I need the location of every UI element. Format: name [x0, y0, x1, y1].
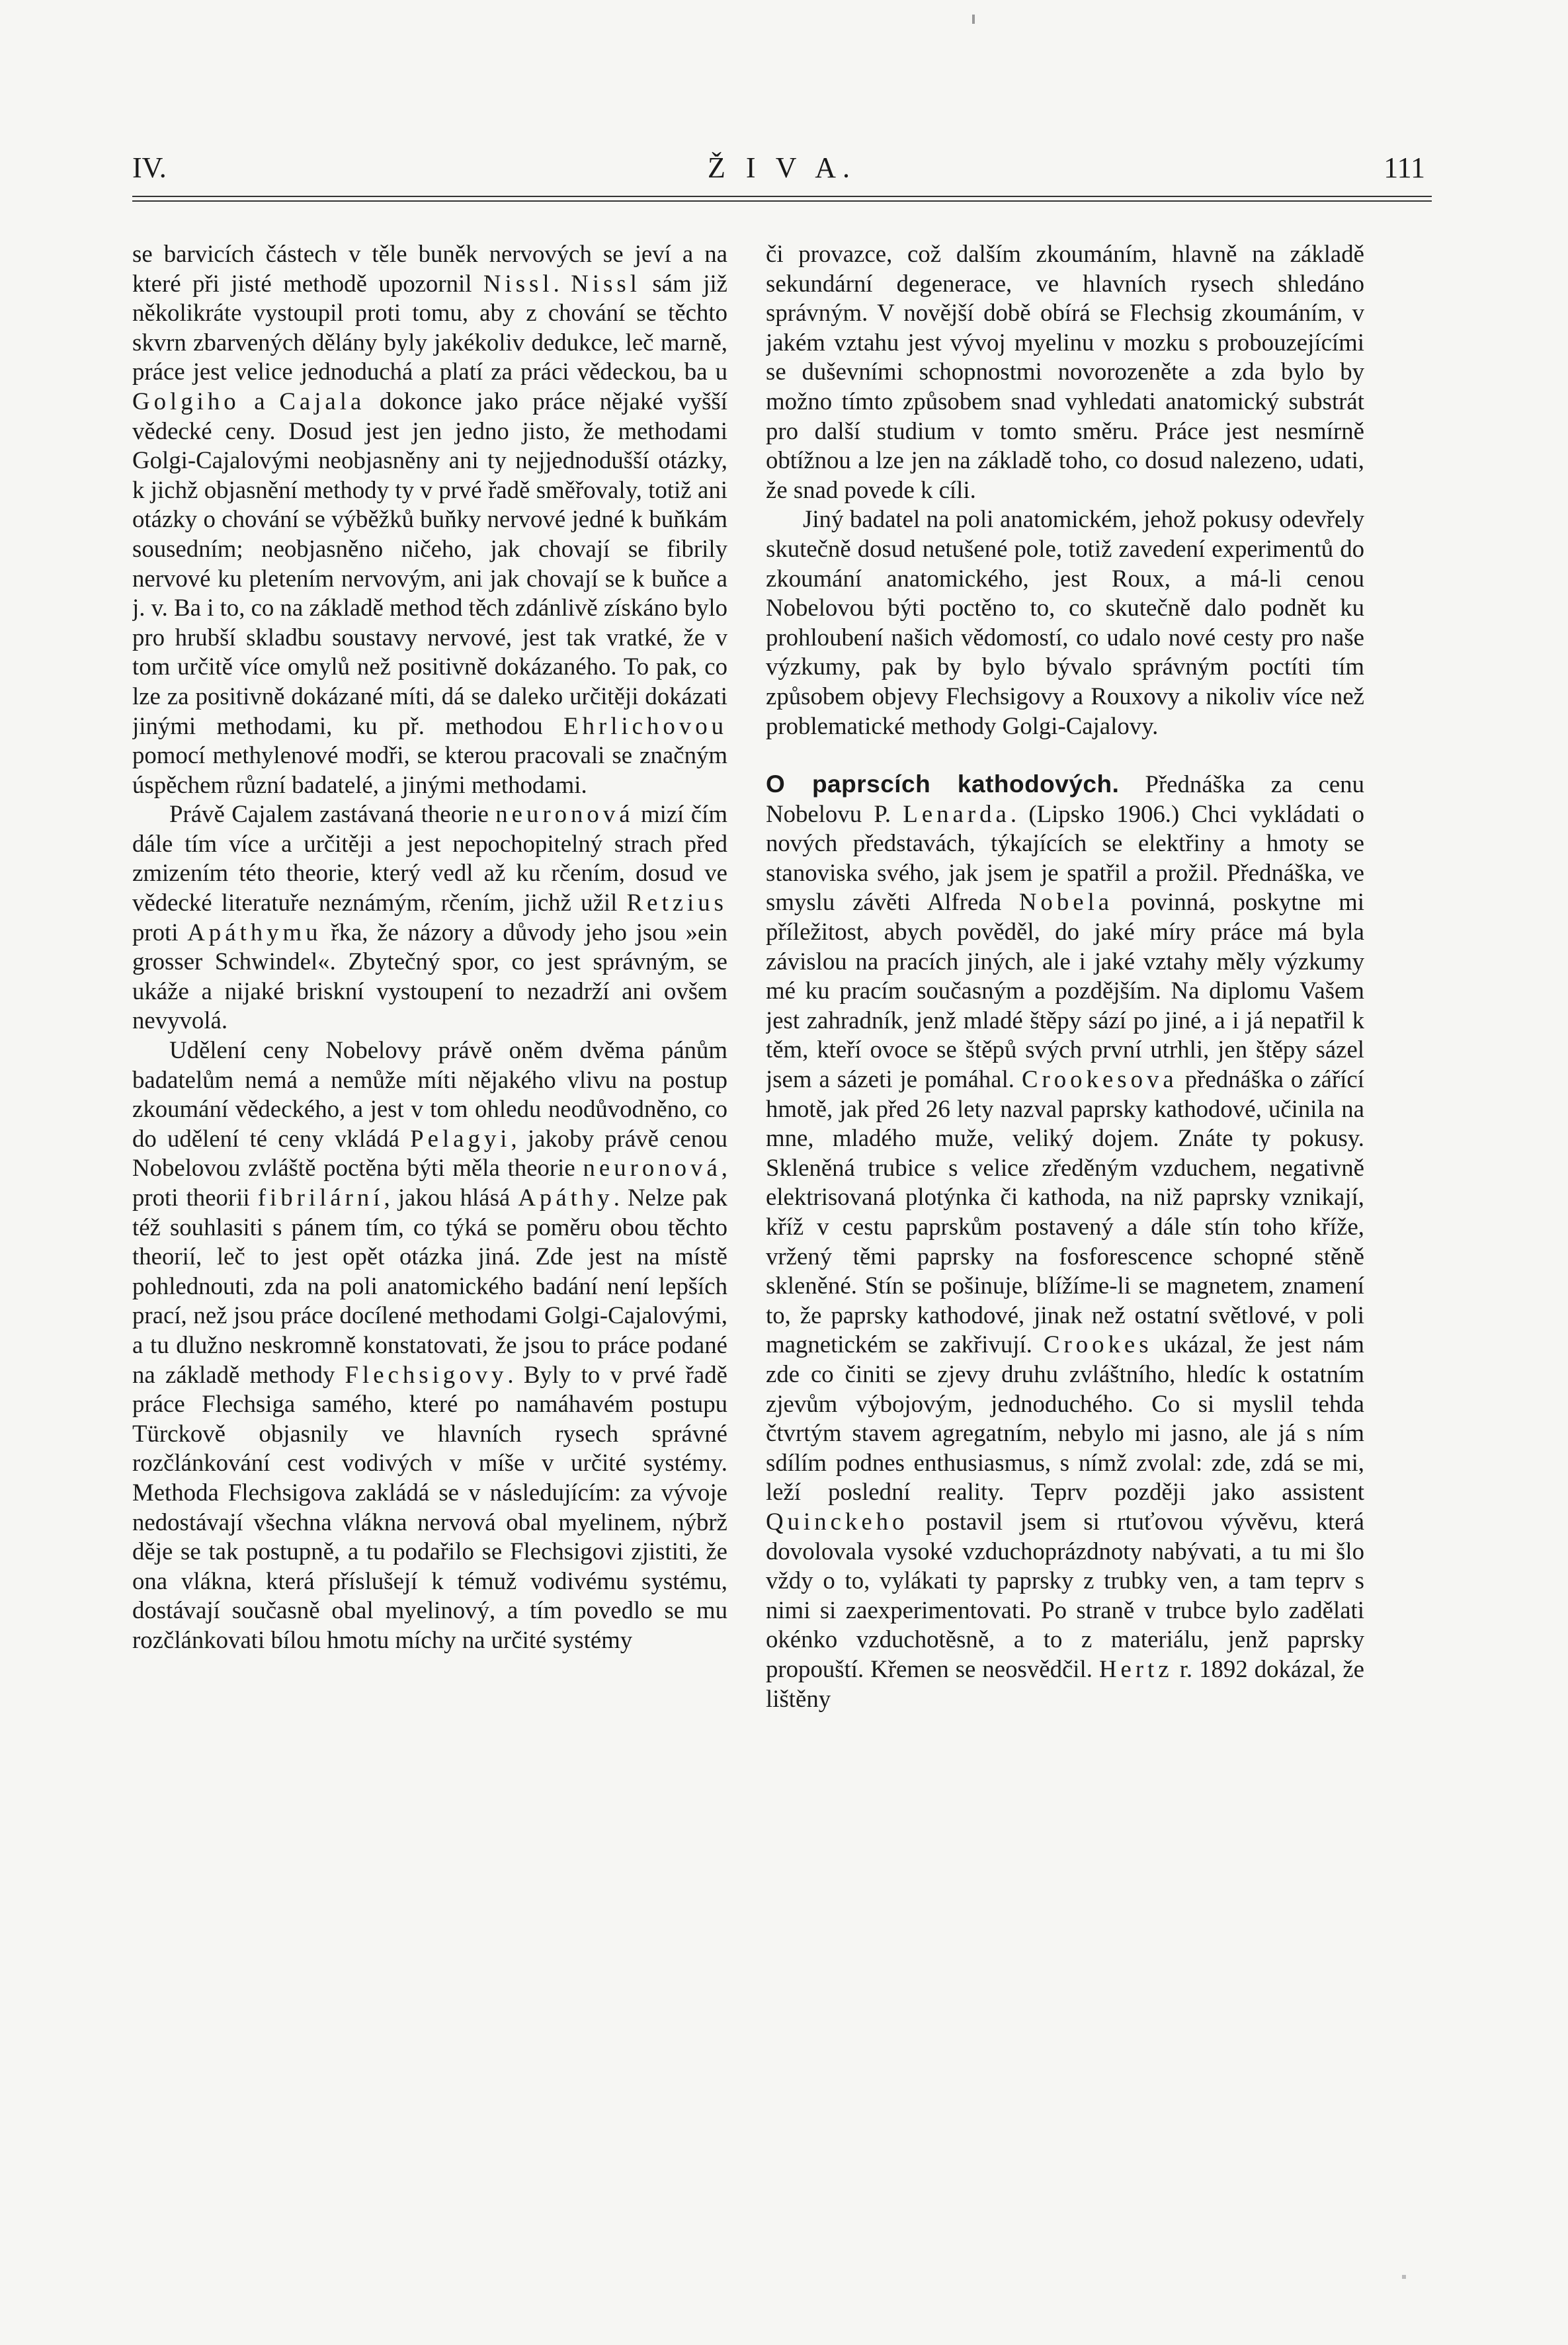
- paragraph: [766, 505, 1364, 741]
- spaced-name: Ehrlichovou: [563, 712, 727, 739]
- text-run: pomocí methylenové modři, se kterou pracovali se značným úspěchem různí badatelé, a jinými methodami.: [132, 741, 727, 798]
- spaced-name: Flechsigovy: [345, 1360, 508, 1388]
- text-run: se barvicích částech v těle buněk nervových se jeví a na které při jisté methodě upozornil: [132, 240, 727, 297]
- paragraph: [766, 770, 1364, 1713]
- spaced-name: Lenarda: [903, 800, 1011, 827]
- spaced-name: Cajala: [279, 387, 366, 415]
- spaced-name: Crookes: [1043, 1331, 1153, 1358]
- header-rule: [132, 196, 1432, 202]
- page-number: 111: [1383, 151, 1425, 184]
- spaced-name: neuronová: [583, 1154, 722, 1182]
- text-run: . Byly to v prvé řadě práce Flechsiga samého, které po namáhavém postupu Türckově objasnily ve hlavních rysech správné rozčlánkování cest vodivých v míše v určité systémy. Methoda Flechsigova zakládá se v následujícím: za vývoje nedostávají všechna vlákna nervová obal myelinem, nýbrž děje se tak postupně, a tu podařilo se Flechsigovi zjistiti, že ona vlákna, která příslušejí k témuž vodivému systému, dostávají současně obal myelinový, a tím povedlo se mu rozčlánkovati bílou hmotu míchy na určité systémy: [132, 1360, 727, 1653]
- journal-title: Ž I V A.: [707, 151, 857, 184]
- text-run: r. 1892 dokázal, že lištěny: [766, 1655, 1364, 1712]
- text-run: ukázal, že jest nám zde co činiti se zjevy druhu zvláštního, hledíc k ostatním zjevům výbojovým, jednoduchého. Co si myslil tehda čtvrtým stavem agregatním, nebylo mi jasno, ale já s ním sdílím podnes enthusiasmus, s nímž zvolal: zde, zdá se mi, leží poslední reality. Teprv později jako assistent: [766, 1331, 1364, 1506]
- paragraph: [132, 800, 727, 1036]
- text-run: sám již několikráte vystoupil proti tomu, aby z chování se těchto skvrn zbarvených dělány byly jakékoliv dedukce, leč marně, práce jest velice jednoduchá a platí za práci vědeckou, ba u: [132, 269, 727, 386]
- spaced-name: Crookesova: [1021, 1065, 1178, 1093]
- text-run: Udělení ceny Nobelovy právě oněm dvěma pánům badatelům nemá a nemůže míti nějakého vlivu na postup zkoumání vědeckého, a jest v tom ohledu neodůvodněno, co do udělení té ceny vkládá: [132, 1036, 727, 1152]
- running-header: [132, 151, 1432, 197]
- text-run: přednáška o zářící hmotě, jak před 26 lety nazval paprsky kathodové, učinila na mne, mladého muže, veliký dojem. Znáte ty pokusy. Skleněná trubice s velice zředěným vzduchem, negativně elektrisovaná plotýnka či kathoda, na niž paprsky vznikají, kříž v cestu paprskům postavený a dále stín toho kříže, vržený těmi paprsky na fosforescence schopné stěně skleněné. Stín se pošinuje, blížíme-li se magnetem, znamení to, že paprsky kathodové, jinak než ostatní světlové, v poli magnetickém se zakřivují.: [766, 1065, 1364, 1358]
- right-column: [766, 239, 1364, 2237]
- text-run: proti: [132, 918, 188, 946]
- spaced-name: Hertz: [1098, 1655, 1173, 1682]
- spaced-name: Retzius: [626, 889, 727, 917]
- text-run: .: [553, 269, 571, 297]
- paragraph: [132, 239, 727, 800]
- text-run: Přednáška za cenu Nobelovu P.: [766, 770, 1364, 827]
- text-run: či provazce, což dalším zkoumáním, hlavně na základě sekundární degenerace, ve hlavních rysech shledáno správným. V novější době obírá se Flechsig zkoumáním, v jakém vztahu jest vývoj myelinu v mozku s probouzejícími se duševními schopnostmi novorozeněte a zda bylo by možno tímto způsobem snad vyhledati anatomický substrát pro další studium v tomto směru. Práce jest nesmírně obtížnou a lze jen na základě toho, co dosud nalezeno, udati, že snad povede k cíli.: [766, 240, 1364, 503]
- volume-number: IV.: [132, 151, 167, 184]
- text-run: Jiný badatel na poli anatomickém, jehož pokusy odevřely skutečně dosud netušené pole, totiž zavedení experimentů do zkoumání anatomického, jest Roux, a má-li cenou Nobelovou býti poctěno to, co skutečně dalo podnět ku prohloubení našich vědomostí, co udalo nové cesty pro naše výzkumy, pak by bylo bývalo správným poctíti tím způsobem objevy Flechsigovy a Rouxovy a nikoliv více než problematické methody Golgi-Cajalovy.: [766, 505, 1364, 739]
- spaced-name: Golgiho: [132, 387, 240, 415]
- paragraph: [766, 239, 1364, 505]
- spaced-name: fibrilární: [257, 1184, 384, 1211]
- spaced-name: Nissl: [571, 269, 641, 297]
- spaced-name: neuronová: [495, 800, 634, 828]
- text-run: povinná, poskytne mi příležitost, abych pověděl, do jaké míry práce má byla závislou na pracích jiných, ale i jaké vztahy měly výzkumy mé ku pracím současným a pozdějším. Na diplomu Vašem jest zahradník, jenž mladé štěpy sází po jiné, a i já nepatřil k těm, kteří ovoce se štěpů svých první utrhli, jen štěpy sázel jsem a sázeti je pomáhal.: [766, 888, 1364, 1093]
- spaced-name: Nobela: [1018, 888, 1114, 916]
- text-run: postavil jsem si rtuťovou vývěvu, která dovolovala vysoké vzduchoprázdnoty nabývati, a tu mi šlo vždy o to, vylákati ty paprsky z trubky ven, a tam teprv s nimi si zaexperimentovati. Po straně v trubce bylo zadělati okénko vzduchotěsně, a to z materiálu, jenž paprsky propouští. Křemen se neosvědčil.: [766, 1507, 1364, 1682]
- left-column: [132, 239, 727, 2237]
- paragraph: [132, 1036, 727, 1655]
- text-run: , proti theorii: [132, 1154, 727, 1211]
- spaced-name: Quinckeho: [766, 1507, 909, 1535]
- text-run: . Nelze pak též souhlasiti s pánem tím, co týká se poměru obou těchto theorií, leč to jest opět otázka jiná. Zde jest na místě pohlednouti, zda na poli anatomického badání není lepších prací, než jsou práce docílené methodami Golgi-Cajalovými, a tu dlužno neskromně konstatovati, že jsou to práce podané na základě methody: [132, 1184, 727, 1388]
- spaced-name: Nissl: [483, 269, 554, 297]
- spaced-name: Apáthymu: [187, 918, 322, 946]
- spaced-name: Apáthy: [518, 1184, 614, 1211]
- scan-speck: [972, 15, 975, 24]
- text-run: Právě Cajalem zastávaná theorie: [169, 800, 496, 828]
- text-run: mizí čím dále tím více a určitěji a jest nepochopitelný strach před zmizením této theorie, který vedl až ku rčením, dosud ve vědecké literatuře neznámým, rčením, jichž užil: [132, 800, 727, 917]
- scan-speck: [1402, 2275, 1406, 2279]
- text-run: , jakoby právě cenou Nobelovou zvláště poctěna býti měla theorie: [132, 1124, 727, 1182]
- text-run: . (Lipsko 1906.) Chci vykládati o nových představách, týkajících se elektřiny a hmoty se stanoviska svého, jak jsem je spatřil a prožil. Přednáška, ve smyslu závěti Alfreda: [766, 800, 1364, 916]
- section-title: O paprscích kathodových.: [766, 770, 1120, 798]
- text-run: řka, že názory a důvody jeho jsou »ein grosser Schwindel«. Zbytečný spor, co jest správným, se ukáže a nijaké briskní vystoupení to nezadrží ani ovšem nevyvolá.: [132, 918, 727, 1034]
- text-run: , jakou hlásá: [384, 1184, 518, 1211]
- spaced-name: Pelagyi: [410, 1124, 511, 1152]
- text-run: dokonce jako práce nějaké vyšší vědecké ceny. Dosud jest jen jedno jisto, že methodami Golgi-Cajalovými neobjasněny ani ty nejjednodušší otázky, k jichž objasnění methody ty v prvé řadě směřovaly, totiž ani otázky o chování se výběžků buňky nervové jedné k buňkám sousedním; neobjasněno ničeho, jak chovají se fibrily nervové ku pletením nervovým, ani jak chovají se k buňce a j. v. Ba i to, co na základě method těch zdánlivě získáno bylo pro hrubší skladbu soustavy nervové, jest tak vratké, že v tom určitě více omylů než positivně dokázaného. To pak, co lze za positivně dokázané míti, dá se daleko určitěji dokázati jinými methodami, ku př. methodou: [132, 387, 727, 739]
- text-run: a: [239, 387, 280, 415]
